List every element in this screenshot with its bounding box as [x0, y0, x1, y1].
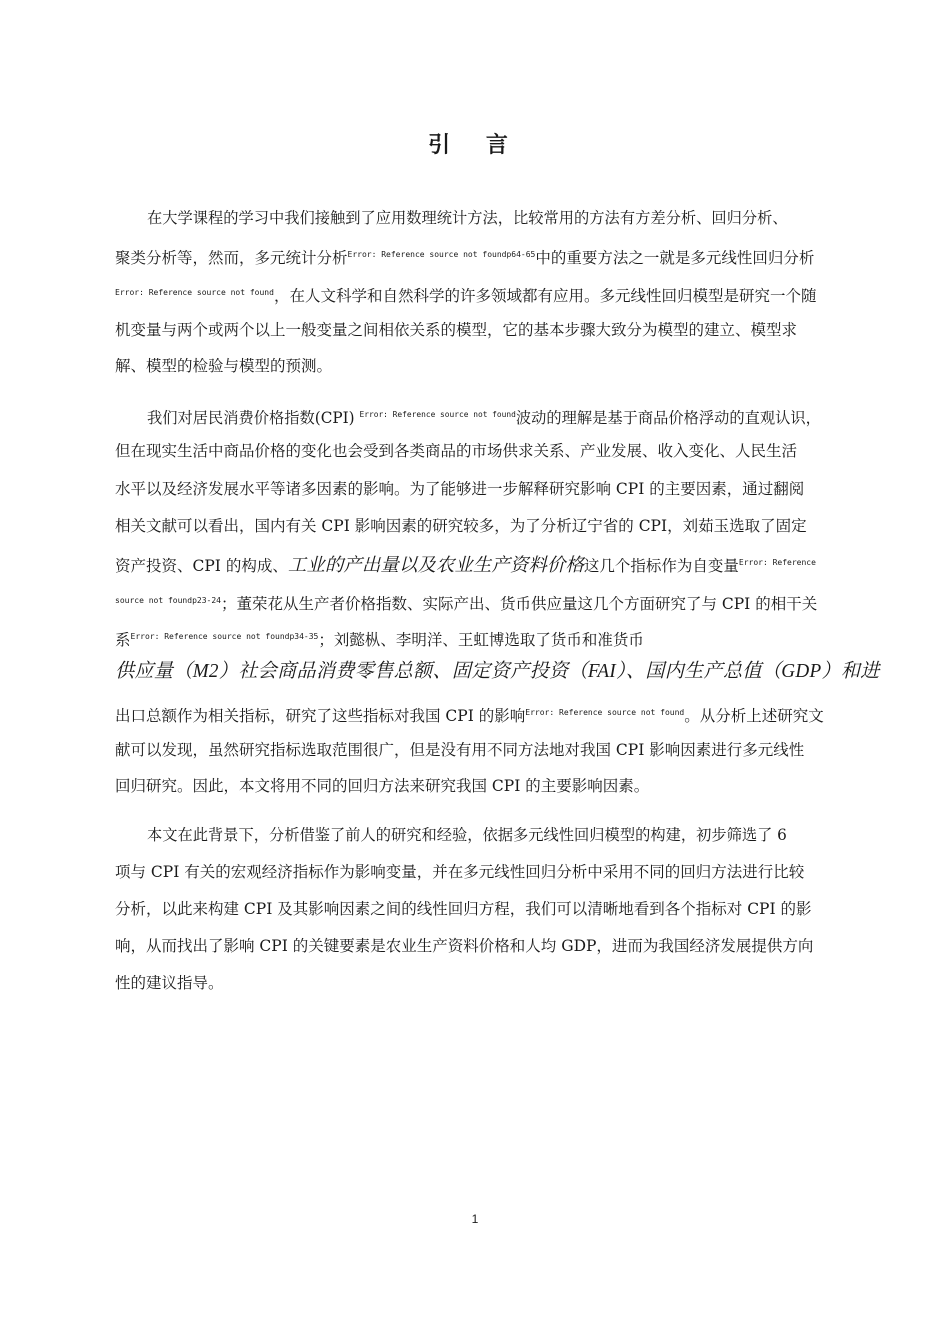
line-text: ；刘懿枞、李明洋、王虹博选取了货币和准货币: [318, 631, 644, 649]
paragraph-line: 献可以发现，虽然研究指标选取范围很广，但是没有用不同方法地对我国 CPI 影响因素进行多元线性: [115, 741, 805, 759]
paragraph-line: 性的建议指导。: [115, 974, 224, 992]
paragraph-line: [115, 703, 860, 726]
reference-error: Error: Reference source not found: [525, 708, 685, 717]
paragraph-line: 供应量（M2）社会商品消费零售总额、固定资产投资（FAI）、国内生产总值（GDP）和进: [115, 661, 880, 682]
reference-error: Error: Reference source not found: [115, 288, 274, 297]
paragraph-line: [115, 627, 860, 650]
reference-error: Error: Reference source not found: [359, 410, 516, 419]
paragraph-line: [115, 591, 860, 614]
paragraph-line: [115, 283, 860, 306]
line-text: 中的重要方法之一就是多元线性回归分析: [535, 249, 815, 267]
paragraph-line: 在大学课程的学习中我们接触到了应用数理统计方法，比较常用的方法有方差分析、回归分析、: [147, 209, 788, 227]
reference-error: Error: Reference source not foundp34-35: [130, 632, 319, 641]
line-text: 聚类分析等，然而，多元统计分析: [115, 249, 348, 267]
paragraph-line: 项与 CPI 有关的宏观经济指标作为影响变量，并在多元线性回归分析中采用不同的回归方法进行比较: [115, 863, 805, 881]
page-number: 1: [471, 1212, 479, 1226]
paragraph-line: [115, 553, 860, 576]
paragraph-line: 分析，以此来构建 CPI 及其影响因素之间的线性回归方程，我们可以清晰地看到各个指标对 CPI 的影: [115, 900, 812, 918]
reference-error: Error: Reference: [738, 558, 816, 567]
reference-error: source not foundp23-24: [115, 596, 221, 605]
reference-error: Error: Reference source not foundp64-65: [347, 250, 536, 259]
line-text: ，在人文科学和自然科学的许多领域都有应用。多元线性回归模型是研究一个随: [273, 287, 817, 305]
paragraph-line: 本文在此背景下，分析借鉴了前人的研究和经验，依据多元线性回归模型的构建，初步筛选了 6: [147, 826, 787, 844]
paragraph-line: 机变量与两个或两个以上一般变量之间相依关系的模型，它的基本步骤大致分为模型的建立、模型求: [115, 321, 798, 339]
paragraph-line: [115, 245, 860, 268]
paragraph-line: 响，从而找出了影响 CPI 的关键要素是农业生产资料价格和人均 GDP，进而为我国经济发展提供方向: [115, 937, 814, 955]
line-text: 系: [115, 631, 131, 649]
paragraph-line: 水平以及经济发展水平等诸多因素的影响。为了能够进一步解释研究影响 CPI 的主要因素，通过翻阅: [115, 480, 805, 498]
line-text: 这几个指标作为自变量: [583, 557, 739, 575]
paragraph-line: 回归研究。因此，本文将用不同的回归方法来研究我国 CPI 的主要影响因素。: [115, 777, 650, 795]
line-text: 波动的理解是基于商品价格浮动的直观认识，: [515, 409, 821, 427]
page-title: 引 言: [428, 133, 522, 158]
line-text: 我们对居民消费价格指数(CPI): [147, 409, 360, 427]
paragraph-line: 但在现实生活中商品价格的变化也会受到各类商品的市场供求关系、产业发展、收入变化、人民生活: [115, 442, 798, 460]
paragraph-line: [147, 405, 880, 428]
line-text: 。从分析上述研究文: [684, 707, 824, 725]
paragraph-line: 相关文献可以看出，国内有关 CPI 影响因素的研究较多，为了分析辽宁省的 CPI，刘茹玉选取了固定: [115, 517, 807, 535]
italic-text: 工业的产出量以及农业生产资料价格: [287, 556, 584, 576]
paragraph-line: 解、模型的检验与模型的预测。: [115, 357, 333, 375]
line-text: 资产投资、CPI 的构成、: [115, 557, 288, 575]
line-text: 出口总额作为相关指标，研究了这些指标对我国 CPI 的影响: [115, 707, 526, 725]
line-text: ；董荣花从生产者价格指数、实际产出、货币供应量这几个方面研究了与 CPI 的相干关: [220, 595, 818, 613]
